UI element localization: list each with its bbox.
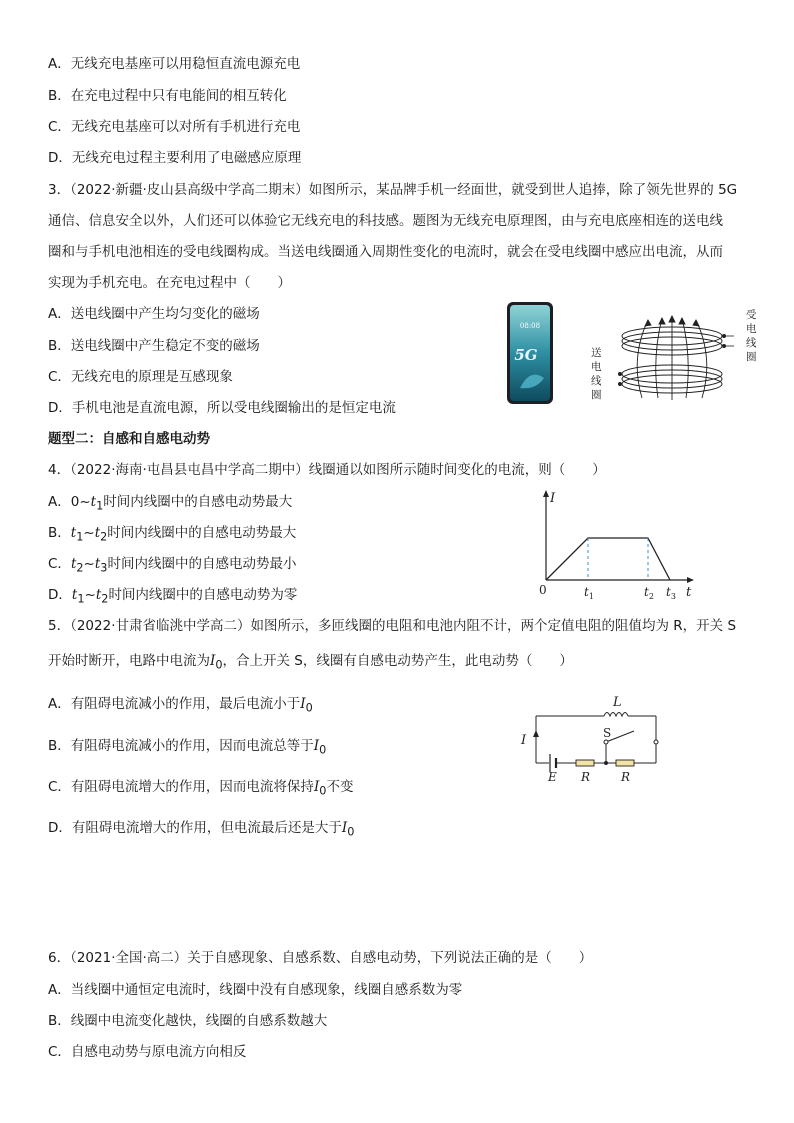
q4-stem: 4．（2022·海南·屯昌县屯昌中学高二期中）线圈通以如图所示随时间变化的电流，则（ ） <box>48 462 606 478</box>
q4-option-a: A．$0\sim t_1$时间内线圈中的自感电动势最大 <box>48 494 293 513</box>
q5-option-a: A．有阻碍电流减小的作用，最后电流小于$I_0$ <box>48 696 313 715</box>
switch-label: S <box>603 726 612 740</box>
section-title: 题型二：自感和自感电动势 <box>48 431 210 447</box>
q6-option-b: B．线圈中电流变化越快，线圈的自感系数越大 <box>48 1013 328 1029</box>
q2-option-c: C．无线充电基座可以对所有手机进行充电 <box>48 119 301 135</box>
y-axis-label: I <box>550 491 556 506</box>
q3-stem-line-2: 通信、信息安全以外，人们还可以体验它无线充电的科技感。题图为无线充电原理图，由与充电底座相连的送电线 <box>48 213 723 229</box>
send-coil-label <box>591 347 602 401</box>
q4-option-b: B．$t_1\sim t_2$时间内线圈中的自感电动势最大 <box>48 525 297 544</box>
q5-circuit-diagram <box>514 690 664 782</box>
q2-option-d: D．无线充电过程主要利用了电磁感应原理 <box>48 150 302 166</box>
current-label: I <box>521 733 527 748</box>
tick-t3: $t_3$ <box>666 585 676 601</box>
resistor-2-label: R <box>621 770 631 782</box>
svg-text:圈: 圈 <box>746 351 757 363</box>
svg-text:线: 线 <box>746 337 757 349</box>
resistor-1-label: R <box>581 770 591 782</box>
current-curve <box>546 538 670 580</box>
q5-option-d: D．有阻碍电流增大的作用，但电流最后还是大于$I_0$ <box>48 820 355 839</box>
origin-label: 0 <box>539 583 547 597</box>
phone-time: 08:08 <box>519 322 541 330</box>
receive-coil-label <box>746 309 757 363</box>
svg-text:线: 线 <box>591 375 602 387</box>
q5-option-c: C．有阻碍电流增大的作用，因而电流将保持$I_0$不变 <box>48 779 354 798</box>
q6-stem: 6．（2021·全国·高二）关于自感现象、自感系数、自感电动势，下列说法正确的是（ ） <box>48 950 593 966</box>
svg-text:受: 受 <box>746 309 757 321</box>
q5-stem-line-1: 5．（2022·甘肃省临洮中学高二）如图所示，多匝线圈的电阻和电池内阻不计，两个定值电阻的阻值均为 R，开关 S <box>48 618 737 634</box>
q6-option-c: C．自感电动势与原电流方向相反 <box>48 1044 247 1060</box>
q2-option-a: A．无线充电基座可以用稳恒直流电源充电 <box>48 56 301 72</box>
phone-5g-badge: 5G <box>514 346 538 364</box>
svg-text:圈: 圈 <box>591 389 602 401</box>
x-axis-label: t <box>686 585 692 600</box>
q3-stem-line-1: 3．（2022·新疆·皮山县高级中学高二期末）如图所示，某品牌手机一经面世，就受到世人追捧，除了领先世界的 5G <box>48 182 738 198</box>
svg-text:电: 电 <box>746 323 757 335</box>
q3-stem-line-4: 实现为手机充电。在充电过程中（ ） <box>48 275 291 291</box>
svg-text:送: 送 <box>591 347 602 359</box>
q3-option-a: A．送电线圈中产生均匀变化的磁场 <box>48 306 260 322</box>
q3-option-c: C．无线充电的原理是互感现象 <box>48 369 233 385</box>
q3-wireless-charging-figure <box>500 298 760 410</box>
resistor-1 <box>576 760 594 766</box>
inductor-coil <box>604 713 628 717</box>
battery-label: E <box>548 770 557 782</box>
q5-option-b: B．有阻碍电流减小的作用，因而电流总等于$I_0$ <box>48 738 327 757</box>
tick-t2: $t_2$ <box>644 585 654 601</box>
q2-option-b: B．在充电过程中只有电能间的相互转化 <box>48 88 287 104</box>
q3-option-b: B．送电线圈中产生稳定不变的磁场 <box>48 338 260 354</box>
svg-text:电: 电 <box>591 361 602 373</box>
q4-current-time-graph <box>534 488 704 604</box>
phone-image <box>507 302 553 404</box>
q3-stem-line-3: 圈和与手机电池相连的受电线圈构成。当送电线圈通入周期性变化的电流时，就会在受电线圈中感应出电流，从而 <box>48 244 723 260</box>
resistor-2 <box>616 760 634 766</box>
q4-option-c: C．$t_2\sim t_3$时间内线圈中的自感电动势最小 <box>48 556 297 575</box>
q5-stem-line-2: 开始时断开，电路中电流为$I_0$，合上开关 S，线圈有自感电动势产生，此电动势（ ） <box>48 653 573 672</box>
tick-t1: $t_1$ <box>584 585 594 601</box>
q4-option-d: D．$t_1\sim t_2$时间内线圈中的自感电动势为零 <box>48 587 298 606</box>
q3-option-d: D．手机电池是直流电源，所以受电线圈输出的是恒定电流 <box>48 400 396 416</box>
q6-option-a: A．当线圈中通恒定电流时，线圈中没有自感现象，线圈自感系数为零 <box>48 982 463 998</box>
inductor-label: L <box>613 695 622 710</box>
